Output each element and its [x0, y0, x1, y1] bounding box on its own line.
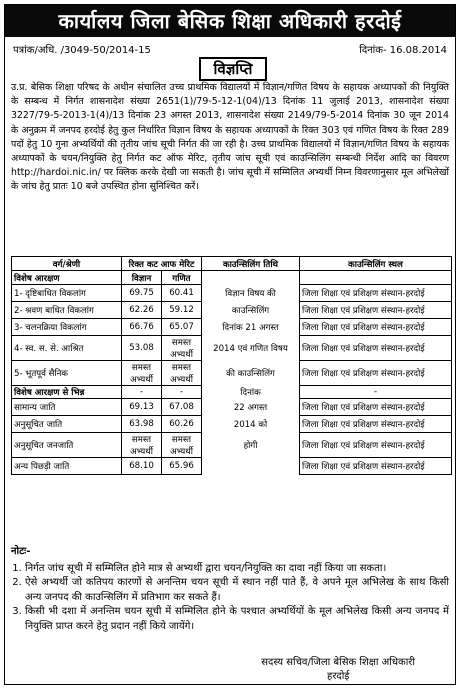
- cell-cat: सामान्य जाति: [12, 399, 122, 416]
- cell-place: जिला शिक्षा एवं प्रशिक्षण संस्थान-हरदोई: [300, 458, 452, 475]
- header-cutoff: रिक्त कट आफ मेरिट: [122, 257, 202, 271]
- cell-cat: अन्य पिछड़ी जाति: [12, 458, 122, 475]
- office-header: कार्यालय जिला बेसिक शिक्षा अधिकारी हरदोई: [5, 5, 455, 37]
- table-body: [12, 285, 452, 475]
- cell-date: काउन्सिलिंग: [202, 302, 300, 319]
- cell-date: की काउन्सिलिंग: [202, 361, 300, 386]
- table-row: [12, 433, 452, 458]
- cell-math: 65.96: [162, 458, 202, 475]
- cell-cat: 3- चलनक्रिया विकलांग: [12, 319, 122, 336]
- cell-place: जिला शिक्षा एवं प्रशिक्षण संस्थान-हरदोई: [300, 285, 452, 302]
- cell-date: 2014 को: [202, 416, 300, 433]
- notes-list: [11, 562, 449, 635]
- cell-sci: समस्त अभ्यर्थी: [122, 433, 162, 458]
- subheader-science: विज्ञान: [122, 271, 162, 285]
- cutoff-table: [11, 256, 452, 475]
- table-row: [12, 285, 452, 302]
- note-item: 1. निर्गत जांच सूची में सम्मिलित होने मात्र से अभ्यर्थी द्वारा चयन/नियुक्ति का दावा नहीं किया जा सकता।: [25, 562, 449, 577]
- cell-math: समस्त अभ्यर्थी: [162, 361, 202, 386]
- note-item: 3. किसी भी दशा में अनन्तिम चयन सूची में सम्मिलित होने के पश्चात अभ्यर्थियों के मूल अभिलेख किसी अन्य जनपद में नियुक्ति प्राप्त करने हेतु प्रदान नहीं किये जायेंगे।: [25, 605, 449, 634]
- signature-block: [261, 656, 415, 684]
- table-row: [12, 336, 452, 361]
- table-subheader-row: [12, 271, 452, 285]
- table-row: [12, 302, 452, 319]
- cell-place: जिला शिक्षा एवं प्रशिक्षण संस्थान-हरदोई: [300, 433, 452, 458]
- cell-date: दिनांक 21 अगस्त: [202, 319, 300, 336]
- cell-math: समस्त अभ्यर्थी: [162, 433, 202, 458]
- cell-cat: 1- दृष्टिबाधित विकलांग: [12, 285, 122, 302]
- table-row: [12, 399, 452, 416]
- cell-date: विज्ञान विषय की: [202, 285, 300, 302]
- cell-place: जिला शिक्षा एवं प्रशिक्षण संस्थान-हरदोई: [300, 416, 452, 433]
- notice-body: उ.प्र. बेसिक शिक्षा परिषद के अधीन संचालित उच्च प्राथमिक विद्यालयों में विज्ञान/गणित विषय के सहायक अध्यापकों की नियुक्ति के सम्बन्ध में निर्गत शासनादेश संख्या 2651(1)/79-5-12-1(04)/13 दिनांक 11 जुलाई 2013, शासनादेश संख्या 3227/79-5-2013-1(4)/13 दिनांक 23 अगस्त 2013, शासनादेश संख्या 2149/79-5-2014 दिनांक 30 जून 2014 के अनुक्रम में जनपद हरदोई हेतु कुल निर्धारित विज्ञान विषय के सहायक अध्यापकों के रिक्त 303 एवं गणित विषय के रिक्त 289 पदों हेतु 10 गुना अभ्यर्थियों की तृतीय जांच सूची निर्गत की जा रही है। उच्च प्राथमिक विद्यालयों में विज्ञान/गणित विषय के सहायक अध्यापकों के चयन/नियुक्ति हेतु निर्गत कट ऑफ मेरिट, तृतीय जांच सूची एवं काउन्सिलिंग सम्बन्धी निर्देश आदि का विवरण http://hardoi.nic.in/ पर क्लिक करके देखी जा सकती है। जांच सूची में सम्मिलित अभ्यर्थी निम्न विवरणानुसार मूल अभिलेखों के जांच हेतु प्रातः 10 बजे उपस्थित होना सुनिश्चित करें।: [11, 82, 449, 193]
- subheader-special: विशेष आरक्षण: [12, 271, 122, 285]
- cell-sci: 63.98: [122, 416, 162, 433]
- cell-sci: समस्त अभ्यर्थी: [122, 361, 162, 386]
- reference-row: [5, 37, 455, 56]
- cell-math: समस्त अभ्यर्थी: [162, 336, 202, 361]
- cell-sci: 69.13: [122, 399, 162, 416]
- cell-place: जिला शिक्षा एवं प्रशिक्षण संस्थान-हरदोई: [300, 336, 452, 361]
- cell-place: जिला शिक्षा एवं प्रशिक्षण संस्थान-हरदोई: [300, 319, 452, 336]
- cell-cat: 4- स्व. स. से. आश्रित: [12, 336, 122, 361]
- table-row: [12, 458, 452, 475]
- cell-cat: विशेष आरक्षण से भिन्न: [12, 386, 122, 399]
- header-place: काउन्सिलिंग स्थल: [300, 257, 452, 271]
- cell-cat: अनुसूचित जनजाति: [12, 433, 122, 458]
- cell-sci: 66.76: [122, 319, 162, 336]
- cell-place: जिला शिक्षा एवं प्रशिक्षण संस्थान-हरदोई: [300, 399, 452, 416]
- table-row: [12, 416, 452, 433]
- cell-math: 65.07: [162, 319, 202, 336]
- notice-page: [4, 4, 456, 685]
- letter-date: दिनांक- 16.08.2014: [359, 45, 447, 56]
- notice-title: विज्ञप्ति: [199, 57, 267, 81]
- signature-place: हरदोई: [327, 671, 350, 682]
- cell-sci: 68.10: [122, 458, 162, 475]
- cell-sci: -: [122, 386, 162, 399]
- cell-cat: 5- भूतपूर्व सैनिक: [12, 361, 122, 386]
- cell-date: दिनांक: [202, 386, 300, 399]
- letter-number: पत्रांक/अधि. /3049-50/2014-15: [13, 45, 151, 56]
- notes-section: [11, 545, 449, 634]
- cell-date: 2014 एवं गणित विषय: [202, 336, 300, 361]
- cell-sci: 53.08: [122, 336, 162, 361]
- subheader-math: गणित: [162, 271, 202, 285]
- table-row: [12, 386, 452, 399]
- cell-date: होगी: [202, 433, 300, 458]
- note-item: 2. ऐसे अभ्यर्थी जो कतिपय कारणों से अनन्तिम चयन सूची में स्थान नहीं पाते हैं, वे अपने मूल अभिलेख के साथ किसी अन्य जनपद की काउन्सिलिंग में प्रतिभाग कर सकते हैं।: [25, 576, 449, 605]
- table-row: [12, 361, 452, 386]
- cell-cat: 2- श्रवण बाधित विकलांग: [12, 302, 122, 319]
- cell-place: जिला शिक्षा एवं प्रशिक्षण संस्थान-हरदोई: [300, 361, 452, 386]
- table-row: [12, 319, 452, 336]
- cell-math: 60.26: [162, 416, 202, 433]
- cell-date: 22 अगस्त: [202, 399, 300, 416]
- header-category: वर्ग/श्रेणी: [12, 257, 122, 271]
- cell-place: जिला शिक्षा एवं प्रशिक्षण संस्थान-हरदोई: [300, 302, 452, 319]
- notes-heading: नोटः-: [11, 546, 31, 557]
- cell-date: [202, 458, 300, 475]
- cell-math: 67.08: [162, 399, 202, 416]
- cell-sci: 62.26: [122, 302, 162, 319]
- header-date: काउन्सिलिंग तिथि: [202, 257, 300, 271]
- table-header-row: [12, 257, 452, 271]
- cell-sci: 69.75: [122, 285, 162, 302]
- cell-math: 60.41: [162, 285, 202, 302]
- cell-place: -: [300, 386, 452, 399]
- cell-math: 59.12: [162, 302, 202, 319]
- signature-title: सदस्य सचिव/जिला बेसिक शिक्षा अधिकारी: [261, 657, 415, 668]
- cell-cat: अनुसूचित जाति: [12, 416, 122, 433]
- cell-math: -: [162, 386, 202, 399]
